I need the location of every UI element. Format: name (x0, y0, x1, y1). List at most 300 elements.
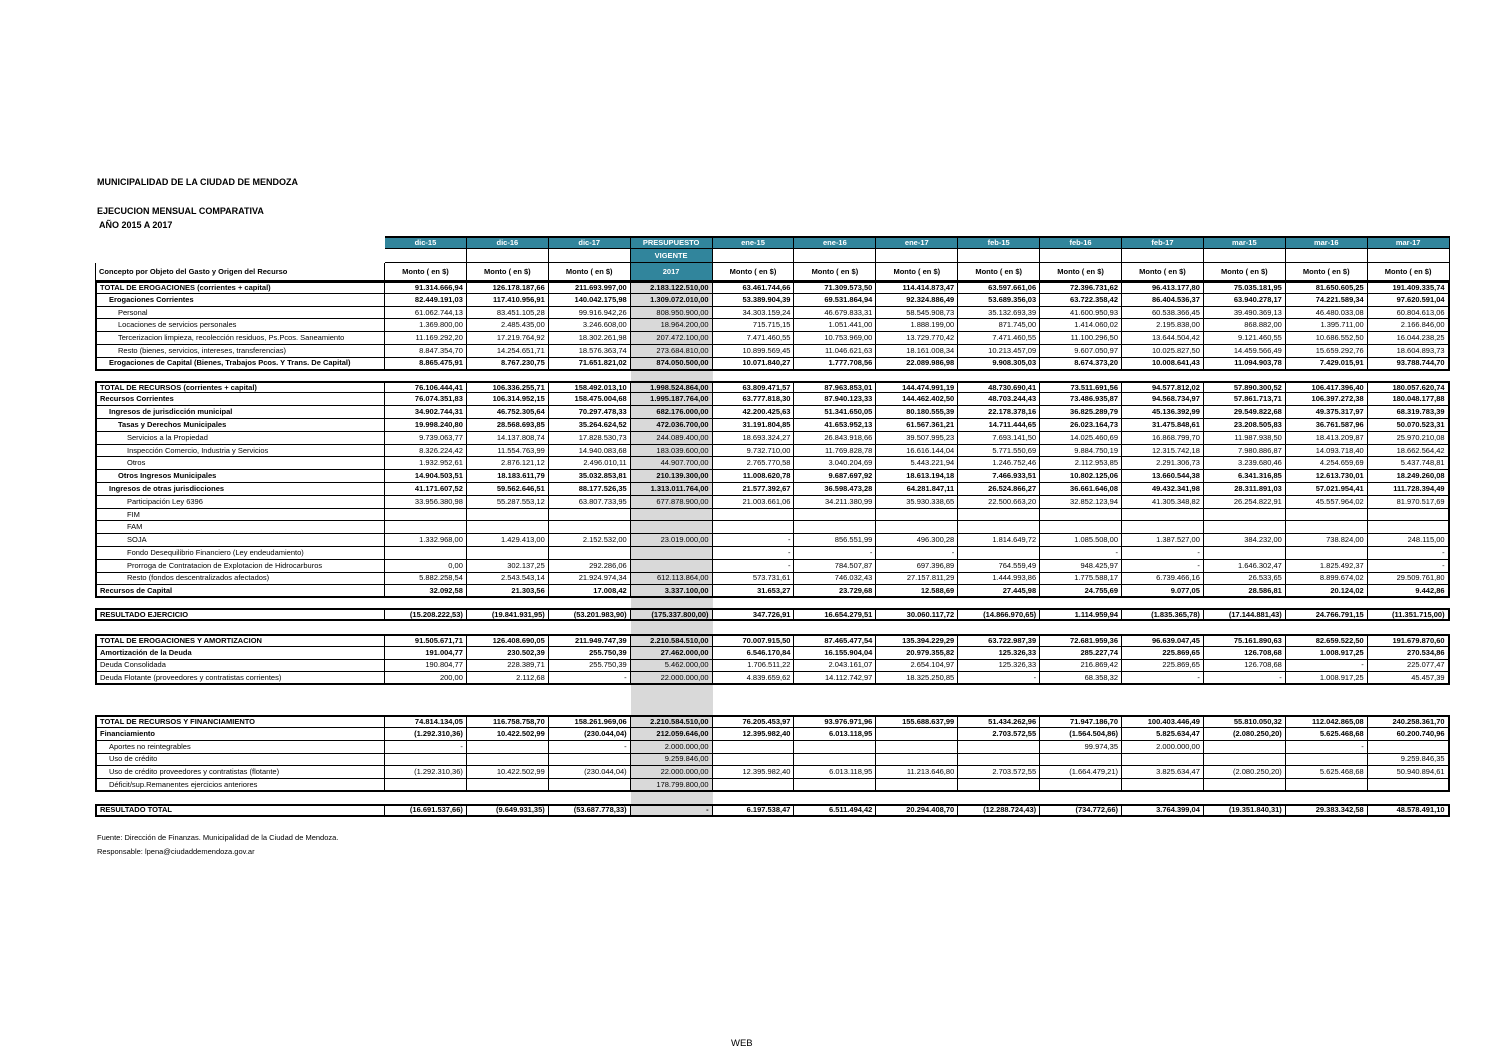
cell-value: 2.496.010,11 (549, 457, 631, 470)
cell-value: 39.507.995,23 (876, 432, 958, 445)
cell-value (1122, 509, 1204, 522)
cell-value: 16.616.144,04 (876, 445, 958, 458)
cell-value: 70.007.915,50 (713, 634, 795, 647)
cell-value: 71.651.821,02 (549, 358, 631, 371)
cell-value: 18.613.194,18 (876, 470, 958, 483)
cell-value: 0,00 (385, 560, 467, 573)
cell-value: 1.995.187.764,00 (631, 393, 713, 406)
cell-value (1204, 521, 1286, 534)
cell-value: (734.772,66) (1040, 804, 1122, 817)
table-row (95, 381, 1450, 394)
cell-value: 21.924.974,34 (549, 573, 631, 586)
cell-value: - (385, 741, 467, 754)
cell-value: 228.389,71 (467, 660, 549, 673)
cell-value: 48.703.244,43 (958, 393, 1040, 406)
cell-value: 20.979.355,82 (876, 647, 958, 660)
row-label: Resto (bienes, servicios, intereses, transferencias) (95, 345, 385, 358)
cell-value: 106.397.272,38 (1286, 393, 1368, 406)
cell-value (631, 560, 713, 573)
cell-value: 11.169.292,20 (385, 332, 467, 345)
cell-value: 31.653,27 (713, 585, 795, 598)
cell-value: 191.679.870,60 (1368, 634, 1450, 647)
cell-value (1286, 509, 1368, 522)
table-row (95, 332, 1450, 345)
gap-cell (467, 371, 549, 381)
cell-value: 2.703.572,55 (958, 728, 1040, 741)
cell-value: 1.932.952,61 (385, 457, 467, 470)
gap-cell (876, 621, 958, 634)
cell-value: 16.155.904,04 (794, 647, 876, 660)
cell-value: (1.292.310,36) (385, 728, 467, 741)
cell-value: 71.309.573,50 (794, 281, 876, 294)
cell-value (1368, 509, 1450, 522)
cell-value: (175.337.800,00) (631, 608, 713, 621)
row-label: Otros (95, 457, 385, 470)
cell-value: 191.409.335,74 (1368, 281, 1450, 294)
cell-value: 12.588,69 (876, 585, 958, 598)
cell-value: 27.462.000,00 (631, 647, 713, 660)
monto-header: Monto ( en $) (467, 263, 549, 281)
cell-value: 57.861.713,71 (1204, 393, 1286, 406)
cell-value (1040, 754, 1122, 767)
cell-value: 106.336.255,71 (467, 381, 549, 394)
cell-value: 16.044.238,25 (1368, 332, 1450, 345)
cell-value: 155.688.637,99 (876, 715, 958, 728)
cell-value (1368, 741, 1450, 754)
header-empty-cell (1040, 249, 1122, 263)
row-label: SOJA (95, 534, 385, 547)
cell-value: 126.408.690,05 (467, 634, 549, 647)
cell-value: 71.947.186,70 (1040, 715, 1122, 728)
cell-value: (1.564.504,86) (1040, 728, 1122, 741)
cell-value: 18.576.363,74 (549, 345, 631, 358)
cell-value (1204, 754, 1286, 767)
cell-value: - (631, 804, 713, 817)
cell-value: 4.254.659,69 (1286, 457, 1368, 470)
row-label: Amortización de la Deuda (95, 647, 385, 660)
cell-value: 23.729,68 (794, 585, 876, 598)
cell-value: 1.998.524.864,00 (631, 381, 713, 394)
table-row (95, 358, 1450, 371)
gap-cell (876, 598, 958, 608)
gap-cell (794, 792, 876, 804)
cell-value (1122, 779, 1204, 792)
cell-value: 64.281.847,11 (876, 483, 958, 496)
column-header-budget: VIGENTE (631, 249, 713, 263)
cell-value: 10.899.569,45 (713, 345, 795, 358)
cell-value (631, 509, 713, 522)
cell-value: 41.653.952,13 (794, 419, 876, 432)
cell-value: 6.013.118,95 (794, 766, 876, 779)
cell-value: 9.687.697,92 (794, 470, 876, 483)
row-label: Fondo Desequilibrio Financiero (Ley endeudamiento) (95, 547, 385, 560)
cell-value: (2.080.250,20) (1204, 728, 1286, 741)
cell-value: 93.788.744,70 (1368, 358, 1450, 371)
cell-value: 573.731,61 (713, 573, 795, 586)
row-label: Resto (fondos descentralizados afectados) (95, 573, 385, 586)
cell-value: 6.739.466,16 (1122, 573, 1204, 586)
cell-value: 9.739.063,77 (385, 432, 467, 445)
cell-value (958, 741, 1040, 754)
header-empty-cell (1368, 249, 1450, 263)
cell-value (794, 741, 876, 754)
header-empty-cell (1204, 249, 1286, 263)
gap-cell (1286, 685, 1368, 715)
cell-value: (53.201.983,90) (549, 608, 631, 621)
cell-value: 72.396.731,62 (1040, 281, 1122, 294)
cell-value: 63.722.358,42 (1040, 294, 1122, 307)
cell-value: 21.303,56 (467, 585, 549, 598)
gap-cell (1286, 621, 1368, 634)
cell-value: (14.866.970,65) (958, 608, 1040, 621)
cell-value: 44.907.700,00 (631, 457, 713, 470)
table-row (95, 728, 1450, 741)
cell-value: 14.254.651,71 (467, 345, 549, 358)
cell-value: 9.732.710,00 (713, 445, 795, 458)
cell-value (958, 521, 1040, 534)
monto-header: Monto ( en $) (1286, 263, 1368, 281)
header-empty-cell (1286, 249, 1368, 263)
row-label: Erogaciones de Capital (Bienes, Trabajos Pcos. Y Trans. De Capital) (95, 358, 385, 371)
cell-value: 6.013.118,95 (794, 728, 876, 741)
cell-value (385, 547, 467, 560)
cell-value: 1.444.993,86 (958, 573, 1040, 586)
cell-value: 74.814.134,05 (385, 715, 467, 728)
gap-cell (1204, 371, 1286, 381)
section-gap (95, 598, 1450, 608)
row-label: Financiamiento (95, 728, 385, 741)
concept-column-header: Concepto por Objeto del Gasto y Origen del Recurso (95, 263, 385, 281)
table-row (95, 634, 1450, 647)
cell-value: 49.432.341,98 (1122, 483, 1204, 496)
cell-value: 2.210.584.510,00 (631, 715, 713, 728)
cell-value: 682.176.000,00 (631, 406, 713, 419)
cell-value (713, 741, 795, 754)
header-empty-cell (549, 249, 631, 263)
cell-value: 17.219.764,92 (467, 332, 549, 345)
cell-value: 347.726,91 (713, 608, 795, 621)
cell-value: 212.059.646,00 (631, 728, 713, 741)
table-row (95, 560, 1450, 573)
column-header: ene-15 (713, 236, 795, 249)
monto-header: Monto ( en $) (549, 263, 631, 281)
table-row (95, 393, 1450, 406)
cell-value: 18.325.250,85 (876, 672, 958, 685)
row-label: Ingresos de otras jurisdicciones (95, 483, 385, 496)
table-row (95, 281, 1450, 294)
cell-value: 784.507,87 (794, 560, 876, 573)
cell-value: 94.577.812,02 (1122, 381, 1204, 394)
cell-value: 26.533,65 (1204, 573, 1286, 586)
row-label: Ingresos de jurisdicción municipal (95, 406, 385, 419)
table-row (95, 672, 1450, 685)
gap-cell (876, 792, 958, 804)
cell-value: - (1122, 547, 1204, 560)
cell-value: 191.004,77 (385, 647, 467, 660)
column-header: feb-15 (958, 236, 1040, 249)
row-label: Tasas y Derechos Municipales (95, 419, 385, 432)
cell-value: 144.474.991,19 (876, 381, 958, 394)
cell-value: 3.239.680,46 (1204, 457, 1286, 470)
cell-value: - (794, 547, 876, 560)
cell-value (467, 547, 549, 560)
cell-value: 35.032.853,81 (549, 470, 631, 483)
gap-cell (1122, 598, 1204, 608)
table-row (95, 804, 1450, 817)
cell-value (385, 521, 467, 534)
cell-value: 82.659.522,50 (1286, 634, 1368, 647)
cell-value: 22.178.378,16 (958, 406, 1040, 419)
cell-value: 18.161.008,34 (876, 345, 958, 358)
org-title: MUNICIPALIDAD DE LA CIUDAD DE MENDOZA (97, 177, 298, 187)
cell-value: 74.221.589,34 (1286, 294, 1368, 307)
table-row (95, 406, 1450, 419)
cell-value: - (1122, 560, 1204, 573)
gap-cell (1368, 621, 1450, 634)
cell-value (958, 779, 1040, 792)
cell-value (876, 509, 958, 522)
cell-value: 1.888.199,00 (876, 319, 958, 332)
gap-cell (713, 621, 795, 634)
cell-value: 12.315.742,18 (1122, 445, 1204, 458)
cell-value: 5.882.258,54 (385, 573, 467, 586)
cell-value (385, 509, 467, 522)
cell-value: 12.395.982,40 (713, 728, 795, 741)
cell-value: 18.693.324,27 (713, 432, 795, 445)
cell-value: 51.341.650,05 (794, 406, 876, 419)
cell-value: 248.115,00 (1368, 534, 1450, 547)
monto-header: Monto ( en $) (1368, 263, 1450, 281)
cell-value: 207.472.100,00 (631, 332, 713, 345)
cell-value (794, 521, 876, 534)
cell-value (549, 547, 631, 560)
gap-cell (1368, 371, 1450, 381)
cell-value: 87.963.853,01 (794, 381, 876, 394)
section-gap (95, 792, 1450, 804)
budget-year-header: 2017 (631, 263, 713, 281)
cell-value (1204, 741, 1286, 754)
cell-value: 20.294.408,70 (876, 804, 958, 817)
gap-cell (1040, 371, 1122, 381)
cell-value: 240.258.361,70 (1368, 715, 1450, 728)
gap-cell (631, 598, 713, 608)
gap-cell (1368, 792, 1450, 804)
cell-value: 94.568.734,97 (1122, 393, 1204, 406)
cell-value: 8.847.354,70 (385, 345, 467, 358)
cell-value: 45.557.964,02 (1286, 496, 1368, 509)
column-header: feb-16 (1040, 236, 1122, 249)
column-header: dic-16 (467, 236, 549, 249)
cell-value (713, 521, 795, 534)
cell-value: (1.292.310,36) (385, 766, 467, 779)
cell-value: 61.062.744,13 (385, 307, 467, 320)
cell-value: 225.869,65 (1122, 647, 1204, 660)
cell-value: 158.261.969,06 (549, 715, 631, 728)
table-row (95, 419, 1450, 432)
cell-value: 86.404.536,37 (1122, 294, 1204, 307)
cell-value (1040, 509, 1122, 522)
cell-value: 764.559,49 (958, 560, 1040, 573)
cell-value: 7.429.015,91 (1286, 358, 1368, 371)
column-header: ene-17 (876, 236, 958, 249)
cell-value: 117.410.956,91 (467, 294, 549, 307)
cell-value: 8.674.373,20 (1040, 358, 1122, 371)
cell-value: 106.417.396,40 (1286, 381, 1368, 394)
cell-value: 27.157.811,29 (876, 573, 958, 586)
cell-value: 18.662.564,42 (1368, 445, 1450, 458)
monto-header: Monto ( en $) (794, 263, 876, 281)
cell-value: 36.598.473,28 (794, 483, 876, 496)
cell-value: 1.387.527,00 (1122, 534, 1204, 547)
gap-cell (95, 792, 385, 804)
row-label: TOTAL DE RECURSOS (corrientes + capital) (95, 381, 385, 394)
cell-value: 135.394.229,29 (876, 634, 958, 647)
row-label: RESULTADO EJERCICIO (95, 608, 385, 621)
header-empty-cell (794, 249, 876, 263)
cell-value: 50.070.523,31 (1368, 419, 1450, 432)
cell-value: 230.502,39 (467, 647, 549, 660)
cell-value: - (713, 534, 795, 547)
cell-value: 45.457,39 (1368, 672, 1450, 685)
row-label: RESULTADO TOTAL (95, 804, 385, 817)
cell-value: 2.152.532,00 (549, 534, 631, 547)
cell-value: 7.471.460,55 (713, 332, 795, 345)
gap-cell (385, 685, 467, 715)
table-row (95, 509, 1450, 522)
cell-value: 11.094.903,78 (1204, 358, 1286, 371)
cell-value: 59.562.646,51 (467, 483, 549, 496)
gap-cell (549, 685, 631, 715)
cell-value: 49.375.317,97 (1286, 406, 1368, 419)
cell-value: 1.395.711,00 (1286, 319, 1368, 332)
cell-value: 18.964.200,00 (631, 319, 713, 332)
cell-value: 2.166.846,00 (1368, 319, 1450, 332)
cell-value: 158.492.013,10 (549, 381, 631, 394)
cell-value: 96.639.047,45 (1122, 634, 1204, 647)
cell-value: 178.799.800,00 (631, 779, 713, 792)
cell-value: 96.413.177,80 (1122, 281, 1204, 294)
cell-value: 3.825.634,47 (1122, 766, 1204, 779)
cell-value: 55.287.553,12 (467, 496, 549, 509)
cell-value: 73.511.691,56 (1040, 381, 1122, 394)
cell-value: (11.351.715,00) (1368, 608, 1450, 621)
cell-value: 32.092,58 (385, 585, 467, 598)
table-row (95, 779, 1450, 792)
cell-value: 126.708,68 (1204, 647, 1286, 660)
cell-value (467, 779, 549, 792)
cell-value: 24.755,69 (1040, 585, 1122, 598)
table-row (95, 766, 1450, 779)
gap-cell (1040, 621, 1122, 634)
cell-value (467, 509, 549, 522)
gap-cell (95, 621, 385, 634)
cell-value: 384.232,00 (1204, 534, 1286, 547)
cell-value: 2.000.000,00 (1122, 741, 1204, 754)
cell-value: 8.326.224,42 (385, 445, 467, 458)
cell-value: 10.213.457,09 (958, 345, 1040, 358)
cell-value: 55.810.050,32 (1204, 715, 1286, 728)
cell-value: 53.689.356,03 (958, 294, 1040, 307)
cell-value: 210.139.300,00 (631, 470, 713, 483)
cell-value: (12.288.724,43) (958, 804, 1040, 817)
cell-value (1286, 754, 1368, 767)
cell-value: 18.302.261,98 (549, 332, 631, 345)
gap-cell (1122, 621, 1204, 634)
row-label: Servicios a la Propiedad (95, 432, 385, 445)
gap-cell (1040, 598, 1122, 608)
cell-value: 91.505.671,71 (385, 634, 467, 647)
cell-value: 14.025.460,69 (1040, 432, 1122, 445)
table-row (95, 547, 1450, 560)
gap-cell (713, 371, 795, 381)
cell-value: 2.043.161,07 (794, 660, 876, 673)
row-label: Deuda Flotante (proveedores y contratistas corrientes) (95, 672, 385, 685)
cell-value: 140.042.175,98 (549, 294, 631, 307)
cell-value: 472.036.700,00 (631, 419, 713, 432)
cell-value: 33.956.380,98 (385, 496, 467, 509)
cell-value: 2.876.121,12 (467, 457, 549, 470)
row-label: TOTAL DE EROGACIONES (corrientes + capital) (95, 281, 385, 294)
cell-value: 26.254.822,91 (1204, 496, 1286, 509)
cell-value: 75.035.181,95 (1204, 281, 1286, 294)
cell-value: 106.314.952,15 (467, 393, 549, 406)
cell-value: 8.865.475,91 (385, 358, 467, 371)
section-gap (95, 371, 1450, 381)
cell-value: 63.722.987,39 (958, 634, 1040, 647)
cell-value: 8.767.230,75 (467, 358, 549, 371)
cell-value: - (713, 560, 795, 573)
cell-value (631, 547, 713, 560)
cell-value: 211.949.747,39 (549, 634, 631, 647)
cell-value: 116.758.758,70 (467, 715, 549, 728)
cell-value: 25.970.210,08 (1368, 432, 1450, 445)
table-header-row (95, 249, 1450, 263)
cell-value: 948.425,97 (1040, 560, 1122, 573)
cell-value: 31.191.804,85 (713, 419, 795, 432)
cell-value: 10.802.125,06 (1040, 470, 1122, 483)
cell-value: 302.137,25 (467, 560, 549, 573)
gap-cell (631, 371, 713, 381)
cell-value: 92.324.886,49 (876, 294, 958, 307)
cell-value: (16.691.537,66) (385, 804, 467, 817)
cell-value: 53.389.904,39 (713, 294, 795, 307)
cell-value (1040, 521, 1122, 534)
gap-cell (794, 598, 876, 608)
cell-value: (2.080.250,20) (1204, 766, 1286, 779)
responsible-note: Responsable: lpena@ciudaddemendoza.gov.ar (97, 847, 255, 856)
cell-value: 9.442,86 (1368, 585, 1450, 598)
cell-value: 1.051.441,00 (794, 319, 876, 332)
cell-value: 183.039.600,00 (631, 445, 713, 458)
cell-value (876, 728, 958, 741)
gap-cell (467, 598, 549, 608)
cell-value: 11.769.828,78 (794, 445, 876, 458)
cell-value: - (549, 741, 631, 754)
monto-header: Monto ( en $) (1122, 263, 1204, 281)
cell-value: 87.940.123,33 (794, 393, 876, 406)
cell-value: 26.524.866,27 (958, 483, 1040, 496)
cell-value: (230.044,04) (549, 728, 631, 741)
cell-value: 5.437.748,81 (1368, 457, 1450, 470)
cell-value: 11.554.763,99 (467, 445, 549, 458)
cell-value (958, 509, 1040, 522)
cell-value: 4.839.659,62 (713, 672, 795, 685)
table-row (95, 660, 1450, 673)
cell-value: 1.646.302,47 (1204, 560, 1286, 573)
cell-value: 13.660.544,38 (1122, 470, 1204, 483)
cell-value: 2.000.000,00 (631, 741, 713, 754)
table-row (95, 754, 1450, 767)
